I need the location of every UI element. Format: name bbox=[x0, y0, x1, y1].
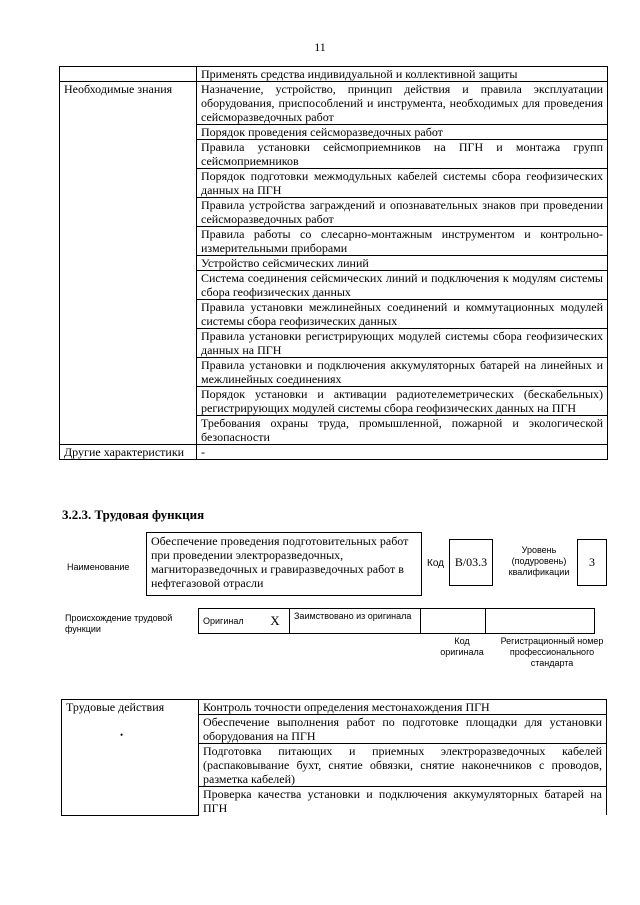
knowledge-label: Необходимые знания bbox=[60, 82, 197, 445]
action-item: Контроль точности определения местонахождения ПГН bbox=[199, 700, 607, 715]
origin-label: Происхождение трудовой функции bbox=[65, 613, 173, 634]
name-label: Наименование bbox=[67, 562, 130, 572]
table-row bbox=[60, 82, 608, 125]
skill-item: Применять средства индивидуальной и коллективной защиты bbox=[197, 67, 608, 82]
code-original-label: Код оригинала bbox=[440, 636, 484, 657]
original-label: Оригинал bbox=[199, 609, 262, 634]
actions-label: Трудовые действия bbox=[66, 700, 165, 714]
knowledge-item: Назначение, устройство, принцип действия и правила эксплуатации оборудования, приспособлений и инструмента, необходимых для проведения сейсморазведочных работ bbox=[197, 82, 608, 125]
level-label: Уровень (подуровень) квалификации bbox=[508, 545, 570, 577]
knowledge-table bbox=[59, 66, 608, 460]
reg-number-label: Регистрационный номер профессионального стандарта bbox=[500, 636, 604, 668]
knowledge-item: Требования охраны труда, промышленной, пожарной и экологической безопасности bbox=[197, 416, 608, 445]
knowledge-item: Правила установки межлинейных соединений и коммутационных модулей системы сбора геофизических данных bbox=[197, 300, 608, 329]
table-row bbox=[60, 67, 608, 82]
reg-number-cell bbox=[486, 609, 595, 634]
action-item: Подготовка питающих и приемных электроразведочных кабелей (распаковывание бухт, снятие обвязки, снятие наконечников с проводов, разметка кабелей) bbox=[199, 744, 607, 787]
code-original-cell bbox=[421, 609, 486, 634]
knowledge-item: Порядок установки и активации радиотелеметрических (бескабельных) регистрирующих модулей системы сбора геофизических данных на ПГН bbox=[197, 387, 608, 416]
knowledge-item: Правила установки и подключения аккумуляторных батарей на линейных и межлинейных соединениях bbox=[197, 358, 608, 387]
section-title: 3.2.3. Трудовая функция bbox=[62, 507, 205, 522]
page-number: 11 bbox=[314, 40, 326, 54]
knowledge-item: Порядок проведения сейсморазведочных работ bbox=[197, 125, 608, 140]
table-row bbox=[60, 445, 608, 460]
action-item: Проверка качества установки и подключения аккумуляторных батарей на ПГН bbox=[199, 787, 607, 816]
knowledge-item: Порядок подготовки межмодульных кабелей системы сбора геофизических данных на ПГН bbox=[197, 169, 608, 198]
code-box: B/03.3 bbox=[449, 539, 493, 586]
knowledge-item: Правила устройства заграждений и опознавательных знаков при проведении сейсморазведочных работ bbox=[197, 198, 608, 227]
knowledge-item: Устройство сейсмических линий bbox=[197, 256, 608, 271]
table-row bbox=[62, 700, 607, 715]
other-value: - bbox=[197, 445, 608, 460]
borrowed-label: Заимствовано из оригинала bbox=[290, 609, 421, 634]
other-label: Другие характеристики bbox=[60, 445, 197, 460]
knowledge-item: Правила установки регистрирующих модулей системы сбора геофизических данных на ПГН bbox=[197, 329, 608, 358]
knowledge-item: Правила установки сейсмоприемников на ПГН и монтажа групп сейсмоприемников bbox=[197, 140, 608, 169]
original-mark: X bbox=[261, 609, 290, 634]
origin-table bbox=[198, 608, 595, 634]
bullet: • bbox=[120, 730, 124, 740]
knowledge-item: Правила работы со слесарно-монтажным инструментом и контрольно-измерительными приборами bbox=[197, 227, 608, 256]
code-label: Код bbox=[427, 558, 445, 569]
level-box: 3 bbox=[577, 539, 607, 586]
empty-label-cell bbox=[60, 67, 197, 82]
action-item: Обеспечение выполнения работ по подготовке площадки для установки оборудования на ПГН bbox=[199, 715, 607, 744]
function-name-box: Обеспечение проведения подготовительных работ при проведении электроразведочных, магниторазведочных и гравиразведочных работ в нефтегазовой отрасли bbox=[146, 532, 422, 596]
actions-table bbox=[61, 699, 607, 816]
actions-label-cell bbox=[62, 700, 199, 816]
knowledge-item: Система соединения сейсмических линий и подключения к модулям системы сбора геофизических данных bbox=[197, 271, 608, 300]
